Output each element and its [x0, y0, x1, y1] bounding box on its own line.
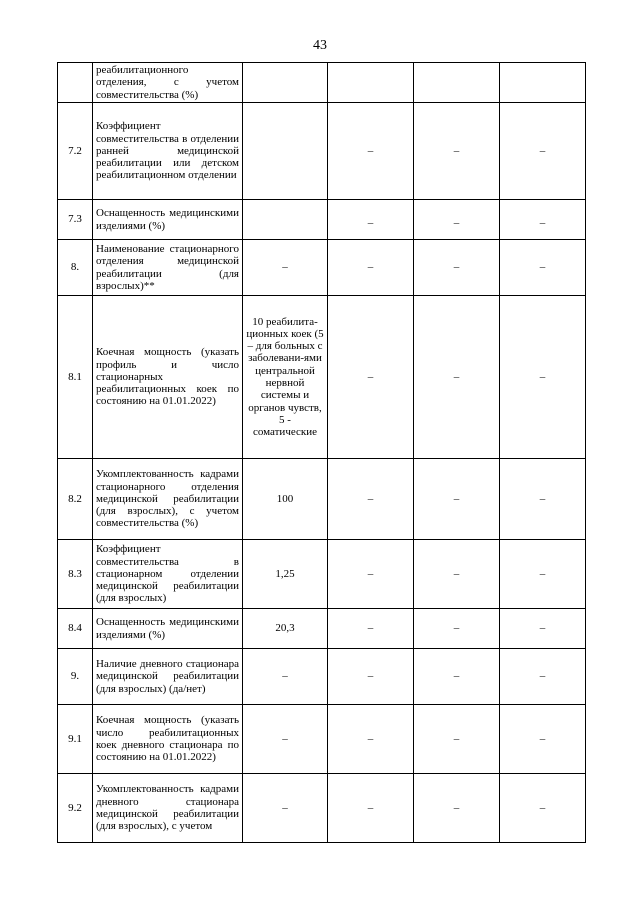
value-cell: – [500, 609, 586, 649]
row-name: Наименование стационарного отделения медицинской реабилитации (для взрослых)** [93, 240, 243, 296]
value-cell: 1,25 [243, 540, 328, 609]
value-cell: – [414, 200, 500, 240]
value-cell: – [414, 649, 500, 705]
value-cell [243, 103, 328, 200]
table-row [58, 649, 586, 705]
row-name: Оснащенность медицинскими изделиями (%) [93, 609, 243, 649]
row-name: Коечная мощность (указать число реабилитационных коек дневного стационара по состоянию на 01.01.2022) [93, 705, 243, 774]
value-cell: – [328, 540, 414, 609]
row-number: 8.4 [58, 609, 93, 649]
value-cell: – [328, 240, 414, 296]
indicators-table [57, 62, 586, 843]
value-cell: – [500, 540, 586, 609]
value-cell: – [500, 705, 586, 774]
value-cell [243, 63, 328, 103]
table-row [58, 774, 586, 843]
value-cell: – [328, 609, 414, 649]
row-number: 8.1 [58, 296, 93, 459]
value-cell: – [414, 540, 500, 609]
row-name: Коэффициент совместительства в стационарном отделении медицинской реабилитации (для взрослых) [93, 540, 243, 609]
row-name: Коэффициент совместительства в отделении ранней медицинской реабилитации или детском реабилитационном отделении [93, 103, 243, 200]
row-name: Укомплектованность кадрами дневного стационара медицинской реабилитации (для взрослых), с учетом [93, 774, 243, 843]
value-cell: – [414, 774, 500, 843]
value-cell: – [500, 296, 586, 459]
value-cell: – [243, 649, 328, 705]
value-cell: – [500, 774, 586, 843]
value-cell: – [500, 103, 586, 200]
value-cell: – [500, 200, 586, 240]
value-cell: – [328, 459, 414, 540]
value-cell: – [328, 705, 414, 774]
value-cell: – [328, 774, 414, 843]
table-row [58, 609, 586, 649]
value-cell [328, 63, 414, 103]
value-cell [500, 63, 586, 103]
value-cell: – [328, 649, 414, 705]
table-row [58, 240, 586, 296]
row-name: Коечная мощность (указать профиль и число стационарных реабилитационных коек по состоянию на 01.01.2022) [93, 296, 243, 459]
table-row [58, 459, 586, 540]
value-cell: – [243, 705, 328, 774]
row-name: Наличие дневного стационара медицинской реабилитации (для взрослых) (да/нет) [93, 649, 243, 705]
value-cell: – [328, 296, 414, 459]
value-cell: – [414, 609, 500, 649]
value-cell: 100 [243, 459, 328, 540]
value-cell: – [414, 459, 500, 540]
value-cell: – [500, 649, 586, 705]
table-row [58, 200, 586, 240]
page-number: 43 [313, 38, 327, 53]
row-number: 7.2 [58, 103, 93, 200]
value-cell: – [328, 103, 414, 200]
row-number: 9.2 [58, 774, 93, 843]
row-number: 8.3 [58, 540, 93, 609]
row-number: 8. [58, 240, 93, 296]
row-number [58, 63, 93, 103]
value-cell: 20,3 [243, 609, 328, 649]
value-cell: – [243, 240, 328, 296]
table-row [58, 705, 586, 774]
row-number: 9. [58, 649, 93, 705]
table-row [58, 103, 586, 200]
row-number: 7.3 [58, 200, 93, 240]
row-name: реабилитационного отделения, с учетом совместительства (%) [93, 63, 243, 103]
row-name: Оснащенность медицинскими изделиями (%) [93, 200, 243, 240]
value-cell: – [414, 103, 500, 200]
table-row [58, 296, 586, 459]
row-number: 9.1 [58, 705, 93, 774]
value-cell: – [328, 200, 414, 240]
value-cell: – [414, 240, 500, 296]
value-cell: – [500, 240, 586, 296]
value-cell [243, 200, 328, 240]
value-cell: – [500, 459, 586, 540]
value-cell: – [414, 705, 500, 774]
table-row [58, 63, 586, 103]
value-cell: – [414, 296, 500, 459]
value-cell: 10 реабилита-ционных коек (5 – для больных с заболевани-ями центральной нервной системы и органов чувств, 5 - соматические [243, 296, 328, 459]
value-cell: – [243, 774, 328, 843]
row-name: Укомплектованность кадрами стационарного отделения медицинской реабилитации (для взрослых), с учетом совместительства (%) [93, 459, 243, 540]
table-row [58, 540, 586, 609]
value-cell [414, 63, 500, 103]
row-number: 8.2 [58, 459, 93, 540]
